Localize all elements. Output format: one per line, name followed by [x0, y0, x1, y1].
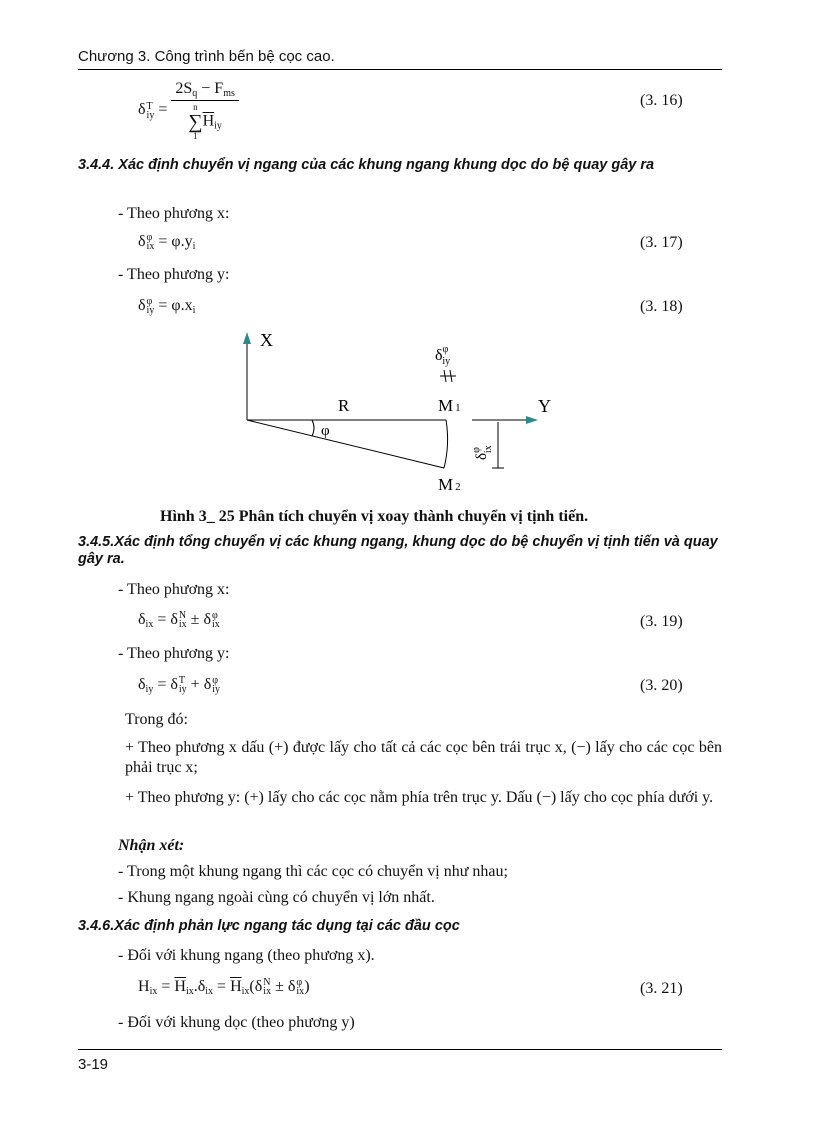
- paragraph: - Đối với khung ngang (theo phương x).: [118, 947, 375, 964]
- x-axis-arrowhead: [243, 332, 251, 344]
- section-heading-3-4-5: 3.4.5.Xác định tổng chuyển vị các khung ngang, khung dọc do bệ chuyển vị tịnh tiến và quay gây ra.: [78, 534, 718, 567]
- point-m1-label: M 1: [438, 396, 461, 415]
- paragraph: - Theo phương x:: [118, 205, 230, 222]
- page-number: 3-19: [78, 1056, 109, 1073]
- delta-iy-label: $\delta^\varphi$ iy: [435, 344, 451, 367]
- paragraph: - Theo phương y:: [118, 266, 230, 283]
- equation-3-18: δ φ iy = $\varphi.x_i$: [138, 296, 196, 317]
- rotation-arc: [444, 420, 448, 468]
- angle-arc: [312, 420, 314, 436]
- equation-number: (3. 17): [640, 234, 683, 251]
- figure-caption: Hình 3_ 25 Phân tích chuyển vị xoay thành chuyển vị tịnh tiến.: [160, 508, 589, 525]
- paragraph: - Đối với khung dọc (theo phương y): [118, 1014, 355, 1031]
- x-axis-label: X: [260, 330, 273, 350]
- equation-3-19: $\delta_{ix} = \delta$ N ix ± δ φ ix: [138, 610, 220, 631]
- paragraph: - Trong một khung ngang thì các cọc có chuyển vị như nhau;: [118, 863, 508, 880]
- y-axis-label: Y: [538, 396, 551, 416]
- section-heading-3-4-6: 3.4.6.Xác định phản lực ngang tác dụng tại các đầu cọc: [78, 918, 460, 934]
- paragraph: Trong đó:: [125, 711, 188, 728]
- delta-ix-label: $\delta^\varphi ix$: [471, 445, 494, 460]
- rotation-diagram: [220, 322, 580, 502]
- angle-label: φ: [321, 423, 330, 439]
- rotated-line: [247, 420, 444, 468]
- equation-number: (3. 20): [640, 677, 683, 694]
- y-axis-arrowhead: [526, 416, 538, 424]
- equation-number: (3. 16): [640, 92, 683, 109]
- paragraph: - Khung ngang ngoài cùng có chuyển vị lớn nhất.: [118, 889, 435, 906]
- footer-rule: [78, 1049, 722, 1050]
- paragraph: + Theo phương y: (+) lấy cho các cọc nằm phía trên trục y. Dấu (−) lấy cho cọc phía dưới y.: [125, 789, 714, 806]
- equation-number: (3. 18): [640, 298, 683, 315]
- paragraph: - Theo phương x:: [118, 581, 230, 598]
- paragraph: - Theo phương y:: [118, 645, 230, 662]
- equation-3-17: δ φ ix = $\varphi.y_i$: [138, 232, 196, 253]
- equation-3-16: δ T iy = $2S_q - F_{ms}$ n ∑ $1\overline{H}_{iy}$: [138, 80, 239, 141]
- header-rule: [78, 69, 722, 70]
- equation-3-21: $H_{ix} = \overline{H}_{ix}.\delta_{ix} = \overline{H}_{ix}(\delta$ N ix ± δ φ ix ): [138, 977, 310, 998]
- point-m2-label: M 2: [438, 475, 461, 494]
- section-heading-3-4-4: 3.4.4. Xác định chuyển vị ngang của các khung ngang khung dọc do bệ quay gây ra: [78, 157, 655, 173]
- remark-heading: Nhận xét:: [118, 837, 185, 854]
- page-header: Chương 3. Công trình bến bệ cọc cao.: [78, 48, 335, 65]
- equation-number: (3. 21): [640, 980, 683, 997]
- equation-3-20: $\delta_{iy} = \delta$ T iy + δ φ iy: [138, 675, 221, 696]
- paragraph: + Theo phương x dấu (+) được lấy cho tất cả các cọc bên trái trục x, (−) lấy cho các cọc bên phải trục x;: [125, 739, 722, 776]
- radius-label: R: [338, 396, 350, 415]
- equation-number: (3. 19): [640, 613, 683, 630]
